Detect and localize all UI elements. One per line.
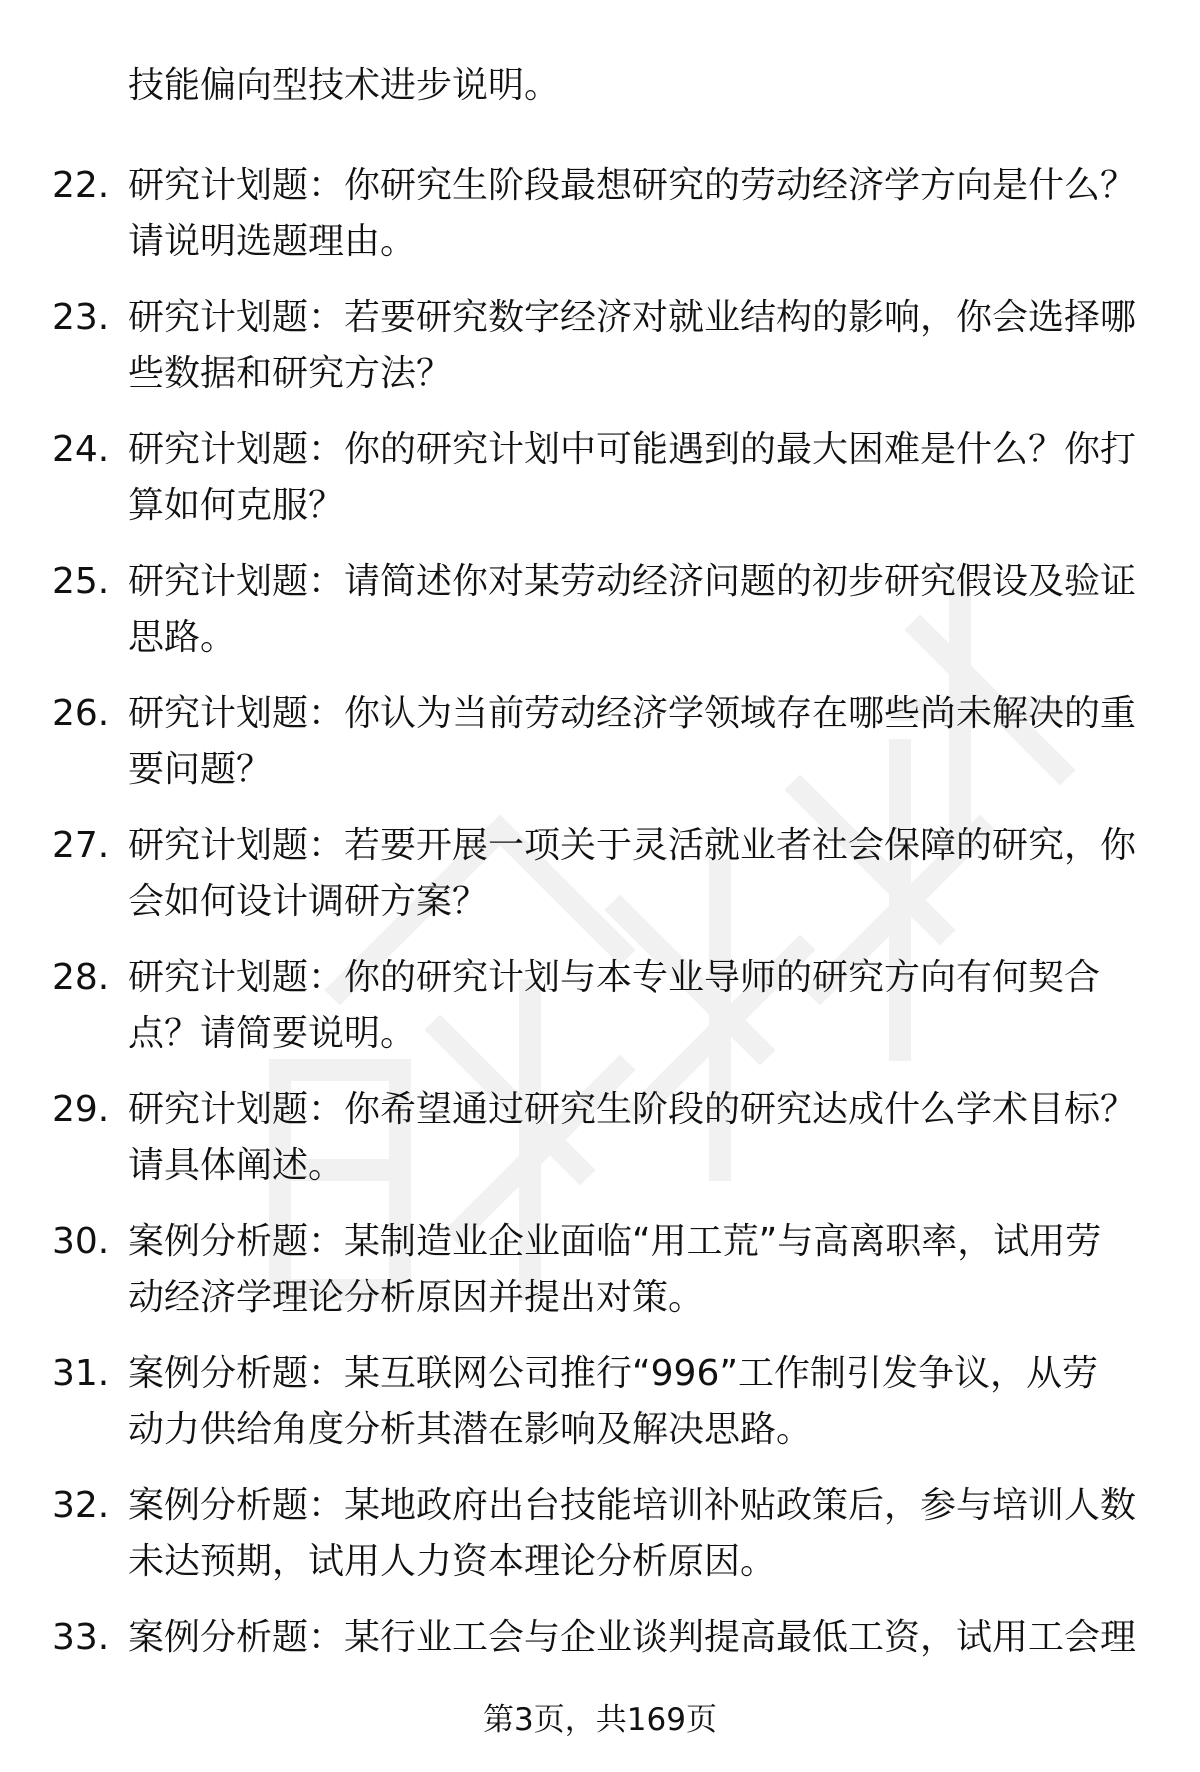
question-text-line-2: 思路。 <box>128 617 237 658</box>
question-text-line-1: 案例分析题：某互联网公司推行“996”工作制引发争议，从劳 <box>128 1353 1099 1394</box>
question-number: 22. <box>52 165 110 206</box>
question-text-line-1: 研究计划题：你的研究计划与本专业导师的研究方向有何契合 <box>128 957 1101 998</box>
question-text-line-1: 研究计划题：你研究生阶段最想研究的劳动经济学方向是什么？ <box>128 165 1137 206</box>
question-text-line-2: 请具体阐述。 <box>128 1145 345 1186</box>
question-text-line-1: 案例分析题：某地政府出台技能培训补贴政策后，参与培训人数 <box>128 1485 1137 1526</box>
question-text-line-2: 动力供给角度分析其潜在影响及解决思路。 <box>128 1409 813 1450</box>
question-text-line-1: 研究计划题：请简述你对某劳动经济问题的初步研究假设及验证 <box>128 561 1137 602</box>
question-text-line-1: 案例分析题：某行业工会与企业谈判提高最低工资，试用工会理 <box>128 1617 1137 1658</box>
question-number: 27. <box>52 825 110 866</box>
question-number: 25. <box>52 561 110 602</box>
question-text-line-1: 案例分析题：某制造业企业面临“用工荒”与高离职率，试用劳 <box>128 1221 1102 1262</box>
question-text-line-2: 未达预期，试用人力资本理论分析原因。 <box>128 1541 777 1582</box>
question-number: 26. <box>52 693 110 734</box>
question-number: 24. <box>52 429 110 470</box>
question-text-line-2: 点？请简要说明。 <box>128 1013 417 1054</box>
question-text-line-1: 研究计划题：你认为当前劳动经济学领域存在哪些尚未解决的重 <box>128 693 1137 734</box>
question-text-line-1: 研究计划题：你希望通过研究生阶段的研究达成什么学术目标？ <box>128 1089 1137 1130</box>
question-text-line-1: 研究计划题：你的研究计划中可能遇到的最大困难是什么？你打 <box>128 429 1137 470</box>
question-text-line-2: 些数据和研究方法？ <box>128 353 453 394</box>
question-text-line-2: 会如何设计调研方案？ <box>128 881 489 922</box>
question-number: 28. <box>52 957 110 998</box>
question-number: 32. <box>52 1485 110 1526</box>
question-number: 31. <box>52 1353 110 1394</box>
question-text-line-2: 请说明选题理由。 <box>128 221 417 262</box>
question-number: 29. <box>52 1089 110 1130</box>
question-number: 30. <box>52 1221 110 1262</box>
question-text-line-1: 研究计划题：若要研究数字经济对就业结构的影响，你会选择哪 <box>128 297 1137 338</box>
continuation-text: 技能偏向型技术进步说明。 <box>128 65 561 106</box>
question-text-line-2: 算如何克服？ <box>128 485 345 526</box>
question-number: 23. <box>52 297 110 338</box>
question-text-line-2: 动经济学理论分析原因并提出对策。 <box>128 1277 705 1318</box>
question-list <box>0 165 1200 1772</box>
question-number: 33. <box>52 1617 110 1658</box>
question-text-line-1: 研究计划题：若要开展一项关于灵活就业者社会保障的研究，你 <box>128 825 1137 866</box>
page-footer: 第3页，共169页 <box>483 1702 717 1738</box>
question-text-line-2: 要问题？ <box>128 749 273 790</box>
